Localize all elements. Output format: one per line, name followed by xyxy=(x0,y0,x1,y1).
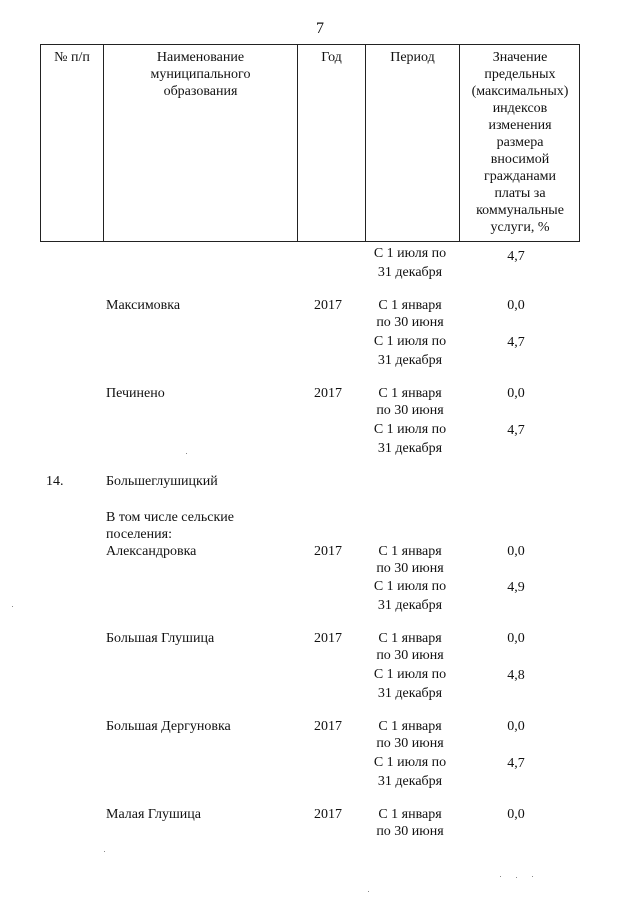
header-value-line: услуги, % xyxy=(490,220,550,235)
header-name-line: образования xyxy=(163,84,238,99)
subheading: В том числе сельские xyxy=(106,510,235,525)
year-cell: 2017 xyxy=(314,298,342,313)
scan-speck xyxy=(186,453,187,454)
period-line: С 1 января xyxy=(378,631,442,646)
header-year: Год xyxy=(321,50,342,65)
period-line: С 1 июля по xyxy=(373,422,447,437)
period-line: С 1 июля по xyxy=(373,755,447,770)
value-cell: 4,7 xyxy=(507,423,525,438)
period-line: 31 декабря xyxy=(377,598,443,613)
period-line: С 1 июля по xyxy=(373,334,447,349)
row-number: 14. xyxy=(46,474,64,489)
scan-speck xyxy=(104,851,105,852)
period-line: С 1 июля по xyxy=(373,246,447,261)
value-cell: 0,0 xyxy=(507,386,525,401)
period-line: 31 декабря xyxy=(377,265,443,280)
year-cell: 2017 xyxy=(314,719,342,734)
period-line: по 30 июня xyxy=(376,315,444,330)
header-name-line: муниципального xyxy=(150,67,251,82)
period-cell xyxy=(360,297,460,331)
year-cell: 2017 xyxy=(314,544,342,559)
header-value-line: вносимой xyxy=(490,152,550,167)
period-cell xyxy=(360,754,460,790)
municipality-name: Большая Глушица xyxy=(106,631,215,646)
scan-speck xyxy=(12,606,13,607)
period-line: 31 декабря xyxy=(377,441,443,456)
period-line: С 1 января xyxy=(378,807,442,822)
period-cell xyxy=(360,543,460,577)
value-cell: 0,0 xyxy=(507,544,525,559)
header-value-line: изменения xyxy=(488,118,552,133)
value-cell: 0,0 xyxy=(507,719,525,734)
municipality-name: Александровка xyxy=(106,544,197,559)
header-value-line: размера xyxy=(496,135,544,150)
header-value-line: (максимальных) xyxy=(471,84,569,99)
municipality-name: Максимовка xyxy=(106,298,181,313)
period-line: по 30 июня xyxy=(376,648,444,663)
header-value-line: предельных xyxy=(484,67,556,82)
value-cell: 4,7 xyxy=(507,756,525,771)
header-num: № п/п xyxy=(54,50,90,65)
period-cell xyxy=(360,421,460,457)
period-line: 31 декабря xyxy=(377,774,443,789)
page-number: 7 xyxy=(316,20,324,37)
period-line: по 30 июня xyxy=(376,561,444,576)
period-cell xyxy=(360,666,460,702)
period-cell xyxy=(360,806,460,840)
period-line: С 1 июля по xyxy=(373,579,447,594)
value-cell: 0,0 xyxy=(507,298,525,313)
value-cell: 4,7 xyxy=(507,335,525,350)
period-cell xyxy=(360,578,460,614)
period-cell xyxy=(360,245,460,281)
period-line: по 30 июня xyxy=(376,736,444,751)
period-cell xyxy=(360,385,460,419)
period-line: С 1 января xyxy=(378,719,442,734)
header-value-line: Значение xyxy=(492,50,548,65)
year-cell: 2017 xyxy=(314,807,342,822)
value-cell: 4,7 xyxy=(507,249,525,264)
period-line: 31 декабря xyxy=(377,686,443,701)
scan-speck xyxy=(516,877,517,878)
header-period: Период xyxy=(390,50,435,65)
district-name: Большеглушицкий xyxy=(106,474,218,489)
value-cell: 4,9 xyxy=(507,580,525,595)
value-cell: 0,0 xyxy=(507,807,525,822)
year-cell: 2017 xyxy=(314,631,342,646)
value-cell: 4,8 xyxy=(507,668,525,683)
period-line: 31 декабря xyxy=(377,353,443,368)
header-value-line: гражданами xyxy=(483,169,557,184)
scan-speck xyxy=(368,891,369,892)
value-cell: 0,0 xyxy=(507,631,525,646)
period-cell xyxy=(360,333,460,369)
scan-speck xyxy=(532,876,533,877)
header-name-line: Наименование xyxy=(156,50,245,65)
scan-speck xyxy=(500,876,501,877)
subheading: поселения: xyxy=(106,527,172,542)
period-line: С 1 июля по xyxy=(373,667,447,682)
header-value-line: индексов xyxy=(492,101,548,116)
period-line: по 30 июня xyxy=(376,403,444,418)
year-cell: 2017 xyxy=(314,386,342,401)
municipality-name: Печинено xyxy=(106,386,165,401)
period-line: С 1 января xyxy=(378,386,442,401)
header-value-line: платы за xyxy=(494,186,546,201)
municipality-name: Малая Глушица xyxy=(106,807,201,822)
period-line: по 30 июня xyxy=(376,824,444,839)
municipality-name: Большая Дергуновка xyxy=(106,719,231,734)
period-cell xyxy=(360,718,460,752)
period-cell xyxy=(360,630,460,664)
period-line: С 1 января xyxy=(378,298,442,313)
header-value-line: коммунальные xyxy=(476,203,564,218)
period-line: С 1 января xyxy=(378,544,442,559)
